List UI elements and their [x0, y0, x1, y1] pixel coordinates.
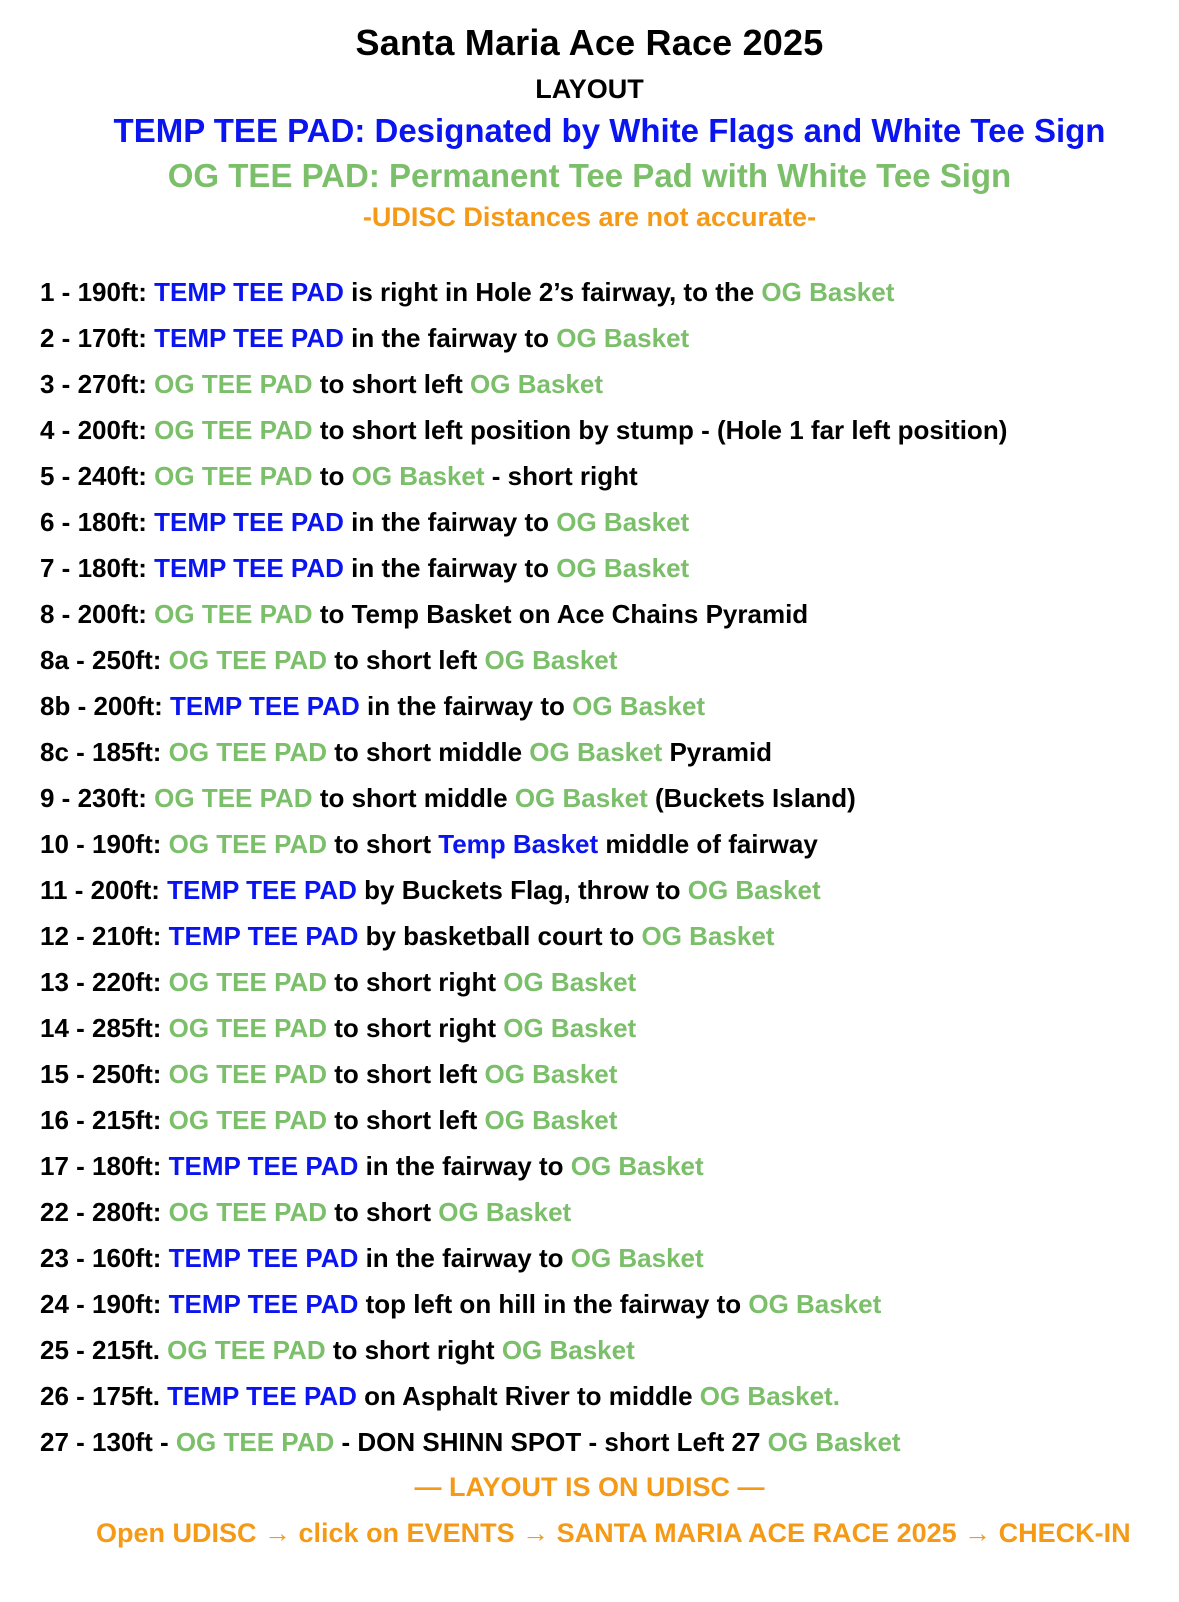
og-highlight: OG Basket — [503, 1013, 637, 1043]
page-title: Santa Maria Ace Race 2025 — [355, 22, 824, 63]
hole-text: to short right — [327, 967, 504, 997]
og-highlight: OG TEE PAD — [168, 1059, 328, 1089]
hole-line — [40, 1195, 1007, 1241]
og-highlight: OG TEE PAD — [168, 967, 328, 997]
og-highlight: OG TEE PAD — [154, 415, 313, 445]
hole-line — [40, 827, 1007, 873]
temp-highlight: TEMP TEE PAD — [168, 1243, 359, 1273]
og-highlight: OG Basket — [484, 645, 618, 675]
og-highlight: OG TEE PAD — [168, 829, 328, 859]
hole-text: to short right — [325, 1335, 502, 1365]
og-highlight: OG TEE PAD — [168, 645, 328, 675]
og-tee-legend: OG TEE PAD: Permanent Tee Pad with White Tee Sign — [167, 157, 1012, 194]
og-highlight: OG Basket — [570, 1243, 704, 1273]
hole-line — [40, 965, 1007, 1011]
hole-text: on Asphalt River to middle — [356, 1381, 700, 1411]
hole-text: to short middle — [312, 783, 515, 813]
page-subtitle: LAYOUT — [535, 74, 644, 104]
hole-text: in the fairway to — [358, 1243, 571, 1273]
temp-highlight: TEMP TEE PAD — [154, 553, 344, 583]
temp-highlight: TEMP TEE PAD — [168, 921, 359, 951]
hole-line — [40, 505, 1007, 551]
hole-text: is right in Hole 2’s fairway, to the — [343, 277, 762, 307]
hole-text: 15 - 250ft: — [40, 1059, 169, 1089]
hole-text: to short right — [327, 1013, 504, 1043]
og-highlight: OG TEE PAD — [154, 599, 313, 629]
hole-line — [40, 1149, 1007, 1195]
hole-line — [40, 597, 1007, 643]
hole-text: to short left position by stump - (Hole 1 far left position) — [312, 415, 1008, 445]
temp-highlight: Temp Basket — [438, 829, 599, 859]
hole-text: to short left — [327, 645, 485, 675]
hole-text: to — [312, 461, 352, 491]
temp-highlight: TEMP TEE PAD — [154, 507, 344, 537]
temp-highlight: TEMP TEE PAD — [168, 1289, 359, 1319]
og-highlight: OG Basket — [767, 1427, 901, 1457]
og-highlight: OG Basket — [556, 323, 690, 353]
hole-line — [40, 735, 1007, 781]
hole-text: (Buckets Island) — [647, 783, 856, 813]
hole-text: middle of fairway — [598, 829, 818, 859]
hole-text: 1 - 190ft: — [40, 277, 155, 307]
hole-line — [40, 275, 1007, 321]
udisc-layout-note: — LAYOUT IS ON UDISC — — [414, 1472, 765, 1502]
hole-line — [40, 643, 1007, 689]
hole-line — [40, 781, 1007, 827]
og-highlight: OG Basket — [514, 783, 648, 813]
og-highlight: OG TEE PAD — [168, 1013, 328, 1043]
checkin-instructions: Open UDISC → click on EVENTS → SANTA MARIA ACE RACE 2025 → CHECK-IN — [96, 1518, 1131, 1548]
hole-list — [40, 275, 1007, 1471]
hole-text: in the fairway to — [343, 553, 557, 583]
hole-text: 17 - 180ft: — [40, 1151, 169, 1181]
hole-line — [40, 1057, 1007, 1103]
temp-highlight: TEMP TEE PAD — [154, 277, 344, 307]
og-highlight: OG TEE PAD — [154, 369, 313, 399]
hole-text: 8a - 250ft: — [40, 645, 169, 675]
og-highlight: OG Basket — [572, 691, 706, 721]
og-highlight: OG TEE PAD — [154, 461, 313, 491]
og-highlight: OG Basket — [570, 1151, 704, 1181]
og-highlight: OG Basket — [529, 737, 663, 767]
hole-text: 12 - 210ft: — [40, 921, 169, 951]
hole-line — [40, 1011, 1007, 1057]
hole-text: to short left — [327, 1059, 485, 1089]
hole-text: Pyramid — [662, 737, 773, 767]
temp-highlight: TEMP TEE PAD — [170, 691, 360, 721]
hole-text: 23 - 160ft: — [40, 1243, 169, 1273]
og-highlight: OG Basket — [503, 967, 637, 997]
hole-text: - DON SHINN SPOT - short Left 27 — [334, 1427, 768, 1457]
temp-highlight: TEMP TEE PAD — [167, 1381, 357, 1411]
hole-line — [40, 413, 1007, 459]
og-highlight: OG Basket — [470, 369, 603, 399]
hole-text: 8c - 185ft: — [40, 737, 169, 767]
og-highlight: OG TEE PAD — [168, 1197, 328, 1227]
hole-line — [40, 367, 1007, 413]
hole-text: in the fairway to — [343, 323, 557, 353]
og-highlight: OG TEE PAD — [154, 783, 313, 813]
hole-text: to short middle — [327, 737, 530, 767]
hole-text: 27 - 130ft - — [40, 1427, 176, 1457]
hole-text: 13 - 220ft: — [40, 967, 169, 997]
og-highlight: OG Basket — [438, 1197, 572, 1227]
hole-text: in the fairway to — [359, 691, 573, 721]
hole-line — [40, 1379, 1007, 1425]
hole-text: 6 - 180ft: — [40, 507, 155, 537]
hole-line — [40, 321, 1007, 367]
hole-text: 25 - 215ft. — [40, 1335, 168, 1365]
og-highlight: OG Basket — [556, 553, 690, 583]
hole-text: 10 - 190ft: — [40, 829, 169, 859]
hole-line — [40, 873, 1007, 919]
hole-text: 14 - 285ft: — [40, 1013, 169, 1043]
hole-text: 5 - 240ft: — [40, 461, 155, 491]
og-highlight: OG Basket — [556, 507, 690, 537]
hole-text: 24 - 190ft: — [40, 1289, 169, 1319]
hole-text: by basketball court to — [358, 921, 642, 951]
hole-line — [40, 689, 1007, 735]
temp-highlight: TEMP TEE PAD — [154, 323, 344, 353]
hole-text: in the fairway to — [343, 507, 557, 537]
hole-text: to short left — [327, 1105, 485, 1135]
hole-line — [40, 551, 1007, 597]
hole-text: to short — [327, 829, 439, 859]
hole-text: 7 - 180ft: — [40, 553, 155, 583]
hole-text: 3 - 270ft: — [40, 369, 155, 399]
hole-text: 4 - 200ft: — [40, 415, 155, 445]
hole-text: - short right — [484, 461, 638, 491]
og-highlight: OG TEE PAD — [167, 1335, 326, 1365]
hole-line — [40, 459, 1007, 505]
hole-text: to Temp Basket on Ace Chains Pyramid — [312, 599, 809, 629]
hole-line — [40, 1287, 1007, 1333]
hole-text: in the fairway to — [358, 1151, 571, 1181]
og-highlight: OG TEE PAD — [168, 737, 328, 767]
hole-line — [40, 1425, 1007, 1471]
temp-highlight: TEMP TEE PAD — [167, 875, 357, 905]
hole-text: by Buckets Flag, throw to — [356, 875, 688, 905]
temp-highlight: TEMP TEE PAD — [168, 1151, 359, 1181]
temp-tee-legend: TEMP TEE PAD: Designated by White Flags and White Tee Sign — [113, 112, 1106, 149]
distance-note: -UDISC Distances are not accurate- — [362, 202, 817, 232]
hole-text: 8 - 200ft: — [40, 599, 155, 629]
hole-line — [40, 1241, 1007, 1287]
og-highlight: OG Basket. — [699, 1381, 840, 1411]
hole-text: 26 - 175ft. — [40, 1381, 168, 1411]
hole-text: to short — [327, 1197, 439, 1227]
hole-line — [40, 919, 1007, 965]
og-highlight: OG TEE PAD — [175, 1427, 335, 1457]
hole-text: 22 - 280ft: — [40, 1197, 169, 1227]
hole-text: 11 - 200ft: — [40, 875, 168, 905]
og-highlight: OG Basket — [484, 1105, 618, 1135]
og-highlight: OG TEE PAD — [168, 1105, 328, 1135]
og-highlight: OG Basket — [501, 1335, 635, 1365]
og-highlight: OG Basket — [484, 1059, 618, 1089]
og-highlight: OG Basket — [687, 875, 821, 905]
hole-text: to short left — [312, 369, 471, 399]
og-highlight: OG Basket — [761, 277, 895, 307]
hole-line — [40, 1103, 1007, 1149]
og-highlight: OG Basket — [748, 1289, 882, 1319]
og-highlight: OG Basket — [641, 921, 775, 951]
hole-line — [40, 1333, 1007, 1379]
hole-text: 9 - 230ft: — [40, 783, 155, 813]
og-highlight: OG Basket — [351, 461, 485, 491]
hole-text: 16 - 215ft: — [40, 1105, 169, 1135]
hole-text: 2 - 170ft: — [40, 323, 155, 353]
hole-text: top left on hill in the fairway to — [358, 1289, 749, 1319]
hole-text: 8b - 200ft: — [40, 691, 171, 721]
